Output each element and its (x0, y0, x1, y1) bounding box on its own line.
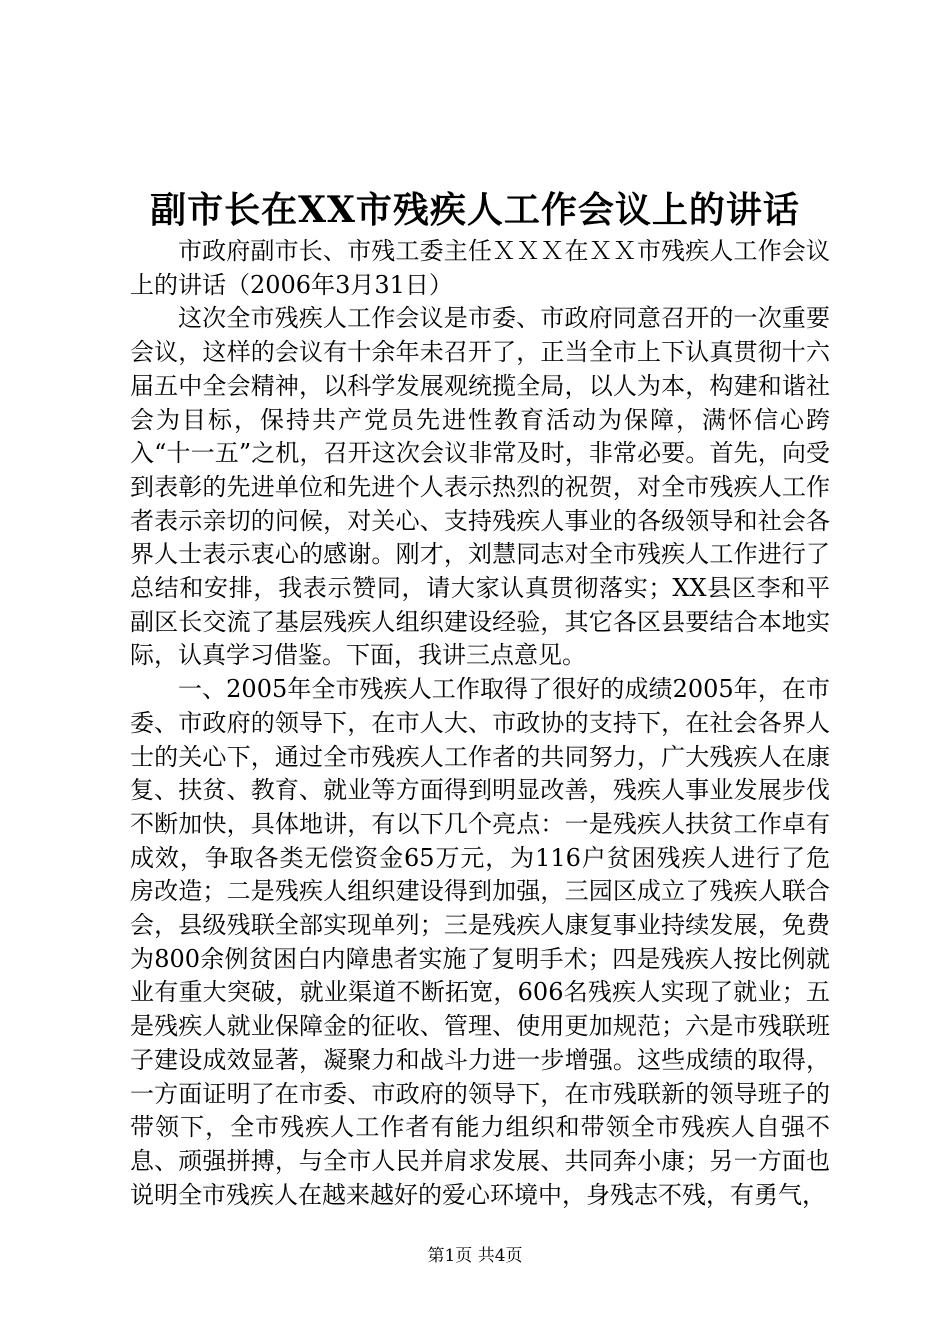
page-number-footer: 第1页 共4页 (427, 1246, 523, 1266)
paragraph-opening: 这次全市残疾人工作会议是市委、市政府同意召开的一次重要会议，这样的会议有十余年未召开了，正当全市上下认真贯彻十六届五中全会精神，以科学发展观统揽全局，以人为本，构建和谐社会为目标，保持共产党员先进性教育活动为保障，满怀信心跨入“十一五”之机，召开这次会议非常及时，非常必要。首先，向受到表彰的先进单位和先进个人表示热烈的祝贺，对全市残疾人工作者表示亲切的问候，对关心、支持残疾人事业的各级领导和社会各界人士表示衷心的感谢。刚才，刘慧同志对全市残疾人工作进行了总结和安排，我表示赞同，请大家认真贯彻落实；XX县区李和平副区长交流了基层残疾人组织建设经验，其它各区县要结合本地实际，认真学习借鉴。下面，我讲三点意见。 (130, 304, 830, 670)
paragraph-section-one: 一、2005年全市残疾人工作取得了很好的成绩2005年，在市委、市政府的领导下，在市人大、市政协的支持下，在社会各界人士的关心下，通过全市残疾人工作者的共同努力，广大残疾人在康复、扶贫、教育、就业等方面得到明显改善，残疾人事业发展步伐不断加快，具体地讲，有以下几个亮点：一是残疾人扶贫工作卓有成效，争取各类无偿资金65万元，为116户贫困残疾人进行了危房改造；二是残疾人组织建设得到加强，三园区成立了残疾人联合会，县级残联全部实现单列；三是残疾人康复事业持续发展，免费为800余例贫困白内障患者实施了复明手术；四是残疾人按比例就业有重大突破，就业渠道不断拓宽，606名残疾人实现了就业；五是残疾人就业保障金的征收、管理、使用更加规范；六是市残联班子建设成效显著，凝聚力和战斗力进一步增强。这些成绩的取得，一方面证明了在市委、市政府的领导下，在市残联新的领导班子的带领下，全市残疾人工作者有能力组织和带领全市残疾人自强不息、顽强拼搏，与全市人民并肩求发展、共同奔小康；另一方面也说明全市残疾人在越来越好的爱心环境中，身残志不残，有勇气， (130, 675, 830, 1209)
document-title: 副市长在XX市残疾人工作会议上的讲话 (150, 189, 800, 231)
document-body (130, 235, 830, 1212)
paragraph-intro: 市政府副市长、市残工委主任ＸＸＸ在ＸＸ市残疾人工作会议上的讲话（2006年3月31日） (130, 237, 830, 299)
